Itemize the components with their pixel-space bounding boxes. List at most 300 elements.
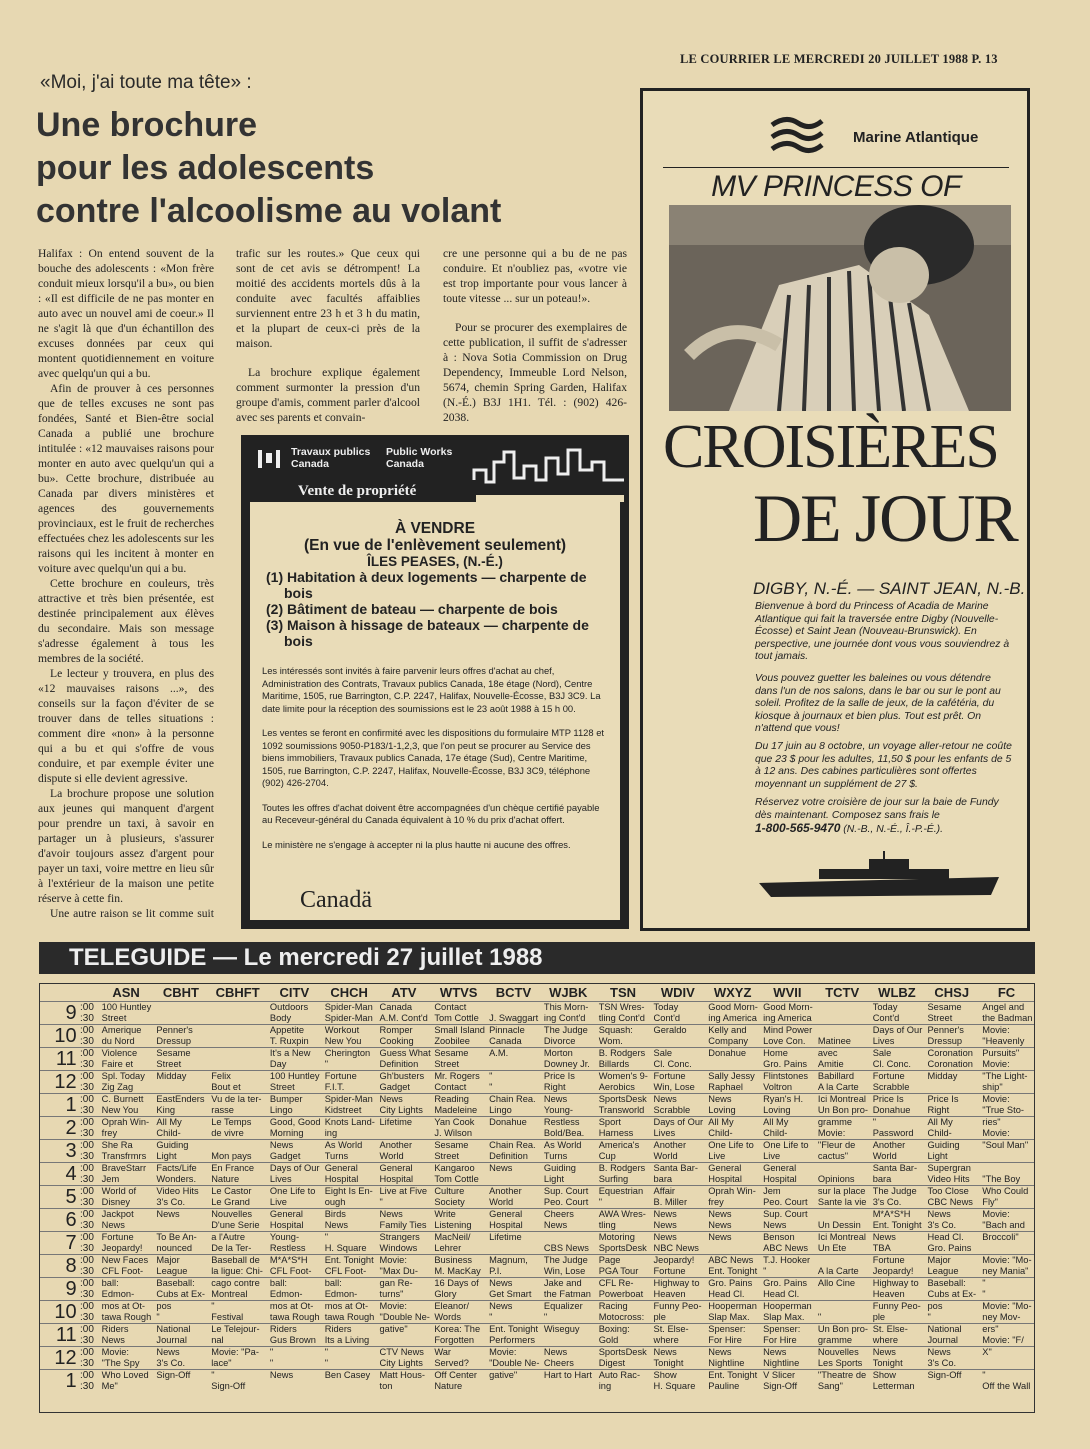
program-cell: Price Is Right bbox=[927, 1094, 959, 1115]
program-cell: Magnum, P.I. bbox=[489, 1255, 528, 1276]
program-cell: "Fleur de cactus" bbox=[817, 1140, 856, 1161]
program-cell: General Hospital bbox=[489, 1209, 523, 1230]
program-cell: Sesame Street bbox=[434, 1048, 469, 1069]
program-cell: Movie: "Pa- lace" bbox=[211, 1347, 259, 1368]
program-cell: St. Else- where bbox=[653, 1324, 689, 1345]
program-cell: Guiding Light bbox=[927, 1140, 960, 1161]
program-cell: Sesame Street bbox=[927, 1002, 962, 1023]
program-cell: J. Swaggart bbox=[489, 1012, 539, 1023]
hour: 9 bbox=[65, 1278, 77, 1300]
program-cell bbox=[208, 1048, 267, 1070]
program-cell: It's a New Day bbox=[269, 1048, 311, 1069]
program-cell: ers" Movie: "F/ bbox=[982, 1324, 1024, 1345]
program-cell: Page PGA Tour bbox=[598, 1255, 639, 1276]
program-cell: Santa Bar- bara bbox=[872, 1163, 918, 1184]
program-cell: Auto Rac- ing bbox=[598, 1370, 641, 1391]
program-cell: Nouvelles D'une Serie bbox=[211, 1209, 260, 1230]
program-cell: Kangaroo Tom Cottle bbox=[434, 1163, 479, 1184]
program-cell: SportsDesk Digest bbox=[598, 1347, 647, 1368]
program-cell: ball: Edmon- bbox=[324, 1278, 358, 1299]
program-cell: Angel and the Badman bbox=[982, 1002, 1033, 1023]
canada-wordmark: Canadä bbox=[300, 887, 372, 913]
schedule-row bbox=[40, 1323, 1034, 1346]
minutes: :00 :30 bbox=[80, 1255, 94, 1277]
program-cell: News " bbox=[489, 1301, 513, 1322]
program-cell: General Hospital bbox=[379, 1163, 414, 1184]
program-cell: Midday bbox=[156, 1071, 187, 1081]
minutes: :00 :30 bbox=[80, 1301, 94, 1323]
program-cell: News 3's Co. bbox=[927, 1209, 957, 1230]
program-cell: Facts/Life Wonders. bbox=[156, 1163, 197, 1184]
program-cell: Ici Montreal Un Ete bbox=[817, 1232, 866, 1253]
program-cell: Ent. Tonight CFL Foot- bbox=[324, 1255, 374, 1276]
program-cell: Days of Our Lives bbox=[269, 1163, 320, 1184]
program-cell: Equalizer " bbox=[543, 1301, 583, 1322]
program-cell: "Theatre de Sang" bbox=[817, 1370, 867, 1391]
program-cell: Birds News bbox=[324, 1209, 348, 1230]
program-cell: a l'Autre De la Ter- bbox=[211, 1232, 252, 1253]
program-cell: mos at Ot- tawa Rough bbox=[101, 1301, 152, 1322]
schedule-row bbox=[40, 1300, 1034, 1323]
croisieres-title: CROISIÈRES bbox=[663, 413, 998, 481]
headline-line-2: pour les adolescents bbox=[36, 149, 375, 187]
program-cell: Days of Our Lives bbox=[872, 1025, 923, 1046]
time-slot bbox=[40, 1163, 99, 1185]
program-cell: Funny Peo- ple bbox=[872, 1301, 921, 1322]
program-cell: Eleanor/ Words bbox=[434, 1301, 469, 1322]
program-cell: Sesame Street bbox=[156, 1048, 191, 1069]
program-cell: Riders Gus Brown bbox=[269, 1324, 316, 1345]
ad-paragraph: Toutes les offres d'achat doivent être accompagnées d'un chèque certifié payable au Receveur-général du Canada équivalent à 10 % du prix d'achat offert. bbox=[262, 801, 600, 825]
program-cell: gative" bbox=[489, 1370, 518, 1380]
program-cell: Felix Bout et bbox=[211, 1071, 241, 1092]
program-cell: Morton Downey Jr. bbox=[543, 1048, 590, 1069]
time-slot bbox=[40, 1324, 99, 1346]
skyline-icon bbox=[464, 440, 624, 495]
time-slot bbox=[40, 1301, 99, 1323]
program-cell: General Hospital bbox=[324, 1163, 359, 1184]
program-cell: Live at Five " bbox=[379, 1186, 428, 1207]
program-cell: Who Loved Me" bbox=[101, 1370, 149, 1391]
program-cell: Benson ABC News bbox=[763, 1232, 809, 1253]
program-cell: Mr. Rogers Contact bbox=[434, 1071, 480, 1092]
program-cell: News bbox=[156, 1209, 180, 1219]
schedule-row bbox=[40, 1116, 1034, 1139]
program-cell: Women's 9- Aerobics bbox=[598, 1071, 648, 1092]
program-cell: News Tonight bbox=[872, 1347, 903, 1368]
program-cell: Movie: "Double Ne- bbox=[379, 1301, 430, 1322]
program-cell: Riders News bbox=[101, 1324, 129, 1345]
program-cell: Price Is Right bbox=[543, 1071, 575, 1092]
channel-header: CHSJ bbox=[934, 985, 970, 1000]
program-cell: Off Center Nature bbox=[434, 1370, 478, 1391]
channel-header-row bbox=[40, 984, 1034, 1001]
schedule-row bbox=[40, 1139, 1034, 1162]
program-cell: News News bbox=[708, 1209, 732, 1230]
program-cell: " " bbox=[324, 1347, 329, 1368]
passenger-photo bbox=[669, 205, 1011, 411]
program-cell: En France Nature bbox=[211, 1163, 255, 1184]
paragraph: Le lecteur y trouvera, en plus des «12 mauvaises raisons ...», des conseils sur la façon d'éviter de se trouver dans de telles situations : comment dire «non» à la personne qui a bu et qui s'offre de vous conduire, et par exemple éviter une dispute si elle devient agressive. bbox=[38, 667, 214, 785]
program-cell: Guess What Definition bbox=[379, 1048, 431, 1069]
program-cell: Geraldo bbox=[653, 1025, 687, 1035]
program-cell: Ryan's H. Loving bbox=[763, 1094, 804, 1115]
program-cell: Le Castor Le Grand bbox=[211, 1186, 252, 1207]
minutes: :00 :30 bbox=[80, 1209, 94, 1231]
sale-item: (3) Maison à hissage de bateaux — charpente de bois bbox=[266, 617, 589, 649]
program-cell: All My Child- bbox=[708, 1117, 734, 1138]
program-cell: ries" Movie: bbox=[982, 1117, 1010, 1138]
program-cell: A.M. bbox=[489, 1048, 509, 1058]
minutes: :00 :30 bbox=[80, 1324, 94, 1346]
article-column-1 bbox=[38, 246, 214, 922]
channel-header: FC bbox=[997, 985, 1016, 1000]
program-cell: Price Is Donahue bbox=[872, 1094, 911, 1115]
schedule-row bbox=[40, 1093, 1034, 1116]
program-cell: Highway to Heaven bbox=[872, 1278, 919, 1299]
tv-schedule-table bbox=[39, 983, 1035, 1413]
program-cell: General Hospital bbox=[708, 1163, 742, 1184]
program-cell: Korea: The Forgotten bbox=[434, 1324, 481, 1345]
program-cell: gative" bbox=[379, 1324, 408, 1334]
program-cell: Another World bbox=[489, 1186, 522, 1207]
program-cell: Un Bon pro- gramme bbox=[817, 1324, 869, 1345]
channel-header: TCTV bbox=[825, 985, 860, 1000]
program-cell: Lifetime bbox=[489, 1232, 522, 1242]
minutes: :00 :30 bbox=[80, 1163, 94, 1185]
program-cell: Workout New You bbox=[324, 1025, 362, 1046]
ad-paragraph: Les ventes se feront en confirmité avec les dispositions du formulaire MTP 1128 et 1092 soumissions 9050-P183/1-1,2,3, que l'on peut se procurer au Service des biens immobiliers, Travaux publics Canada, 17e étage (Sud), Centre Maritime, 1505, rue Barrington, C.P. 2247, Halifax, Nouvelle-Écosse, B3J 3C9, téléphone (902) 426-2704. bbox=[262, 727, 605, 788]
ad-paragraph: Du 17 juin au 8 octobre, un voyage aller-retour ne coûte que 23 $ pour les adultes, 11,50 $ pour les enfants de 5 à 12 ans. Des cabines particulières sont offertes moyennant un supplément de 27 $. bbox=[755, 741, 1012, 790]
minutes: :00 :30 bbox=[80, 1232, 94, 1254]
program-cell: EastEnders King bbox=[156, 1094, 205, 1115]
channel-header: CHCH bbox=[330, 985, 368, 1000]
schedule-row bbox=[40, 1208, 1034, 1231]
program-cell: Spenser: For Hire bbox=[708, 1324, 746, 1345]
program-cell: Sup. Court News bbox=[763, 1209, 808, 1230]
schedule-row bbox=[40, 1024, 1034, 1047]
paragraph: Afin de prouver à ces personnes que de telles excuses ne sont pas fondées, Santé et Bien-être social Canada a publié une brochure intitulée : «12 mauvaises raisons pour monter en auto avec quelqu'un qui a bu». Cette brochure, distribuée au Canada par divers ministères et agences des gouvernements provinciaux, est le fruit de recherches effectuées chez les adolescents sur les raisons qui les incitent à monter en voiture avec quelqu'un qui a bu. bbox=[38, 382, 214, 575]
program-cell: Fortune Win, Lose bbox=[653, 1071, 695, 1092]
program-cell: " Password bbox=[872, 1117, 914, 1138]
program-cell: AWA Wres- tling bbox=[598, 1209, 646, 1230]
program-cell: Equestrian " bbox=[598, 1186, 644, 1207]
hour: 11 bbox=[55, 1324, 77, 1346]
program-cell: Penner's Dressup bbox=[156, 1025, 193, 1046]
channel-header: CBHT bbox=[162, 985, 199, 1000]
program-cell bbox=[153, 1002, 208, 1024]
minutes: :00 :30 bbox=[80, 1370, 94, 1392]
program-cell: News bbox=[269, 1370, 294, 1380]
program-cell bbox=[208, 1025, 267, 1047]
program-cell: C. Burnett New You bbox=[101, 1094, 144, 1115]
program-cell: To Be An- nounced bbox=[156, 1232, 197, 1253]
program-cell: gan Re- turns" bbox=[379, 1278, 413, 1299]
headline-line-3: contre l'alcoolisme au volant bbox=[36, 192, 502, 230]
program-cell: Coronation Coronation bbox=[927, 1048, 973, 1069]
hour: 5 bbox=[65, 1186, 77, 1208]
program-cell: Mon pays bbox=[211, 1150, 252, 1161]
program-cell: National Journal bbox=[927, 1324, 962, 1345]
program-cell: " Off the Wall bbox=[982, 1370, 1031, 1391]
program-cell: Ent. Tonight Pauline bbox=[708, 1370, 758, 1391]
program-cell: X" bbox=[982, 1347, 992, 1357]
program-cell: Today Cont'd bbox=[872, 1002, 900, 1023]
photo-illustration bbox=[669, 205, 1011, 411]
program-cell: ABC News Ent. Tonight bbox=[708, 1255, 758, 1276]
program-cell: " " bbox=[489, 1071, 493, 1092]
program-cell: Funny Peo- ple bbox=[653, 1301, 702, 1322]
program-cell: Fortune Jeopardy! bbox=[872, 1255, 914, 1276]
program-cell: One Life to Live bbox=[763, 1140, 809, 1161]
program-cell: Hooperman Slap Max. bbox=[708, 1301, 757, 1322]
program-cell: MacNeil/ Lehrer bbox=[434, 1232, 471, 1253]
program-cell: pos " bbox=[156, 1301, 172, 1322]
sale-item: (1) Habitation à deux logements — charpente de bois bbox=[266, 569, 587, 601]
program-cell: Another World bbox=[379, 1140, 413, 1161]
program-cell: Strangers Windows bbox=[379, 1232, 420, 1253]
program-cell: Motoring SportsDesk bbox=[598, 1232, 647, 1253]
program-cell: Good Morn- ing America bbox=[708, 1002, 758, 1023]
program-cell: 100 Huntley Street bbox=[101, 1002, 152, 1023]
program-cell bbox=[815, 1002, 870, 1024]
program-cell: " Sign-Off bbox=[211, 1370, 246, 1391]
program-cell: SportsDesk Transworld bbox=[598, 1094, 647, 1115]
program-cell: Cheers News bbox=[543, 1209, 574, 1230]
program-cell: Baseball: Cubs at Ex- bbox=[927, 1278, 977, 1299]
program-cell: Oprah Win- frey bbox=[708, 1186, 756, 1207]
program-cell: Ici Montreal Un Bon pro- bbox=[817, 1094, 869, 1115]
program-cell: General Hospital bbox=[763, 1163, 797, 1184]
program-cell: Opinions bbox=[817, 1173, 855, 1184]
schedule-row bbox=[40, 1162, 1034, 1185]
program-cell: Gh'busters Gadget bbox=[379, 1071, 425, 1092]
program-cell: Movie: "True Sto- bbox=[982, 1094, 1024, 1115]
program-cell: Baseball: Cubs at Ex- bbox=[156, 1278, 205, 1299]
schedule-rows bbox=[40, 1001, 1034, 1392]
program-cell: Gro. Pains Head Cl. bbox=[763, 1278, 808, 1299]
program-cell: Chain Rea. Lingo bbox=[489, 1094, 536, 1115]
program-cell: 16 Days of Glory bbox=[434, 1278, 479, 1299]
page-header: LE COURRIER LE MERCREDI 20 JUILLET 1988 P. 13 bbox=[680, 52, 998, 66]
program-cell: News 3's Co. bbox=[156, 1347, 186, 1368]
department-french: Travaux publics Canada bbox=[291, 446, 371, 470]
program-cell: Squash: Wom. bbox=[598, 1025, 633, 1046]
program-cell: News 3's Co. bbox=[927, 1347, 957, 1368]
channel-header: WVII bbox=[773, 985, 802, 1000]
program-cell: Romper Cooking bbox=[379, 1025, 414, 1046]
program-cell: Fortune F.I.T. bbox=[324, 1071, 357, 1092]
article-column-2 bbox=[236, 246, 420, 432]
program-cell: Small Island Zoobilee bbox=[434, 1025, 485, 1046]
program-cell: Another World bbox=[872, 1140, 906, 1161]
program-cell: CTV News City Lights bbox=[379, 1347, 424, 1368]
channel-header: WTVS bbox=[439, 985, 478, 1000]
public-works-ad bbox=[241, 435, 629, 929]
channel-header: WDIV bbox=[660, 985, 695, 1000]
time-slot bbox=[40, 1370, 99, 1392]
program-cell: mos at Ot- tawa Rough bbox=[324, 1301, 375, 1322]
program-cell: Outdoors Body bbox=[269, 1002, 309, 1023]
waves-logo-icon bbox=[768, 115, 826, 159]
program-cell: Oprah Win- frey bbox=[101, 1117, 150, 1138]
time-slot bbox=[40, 1048, 99, 1070]
hour: 10 bbox=[54, 1025, 77, 1047]
program-cell: Le Telejour- nal bbox=[211, 1324, 260, 1345]
sale-title: À VENDRE bbox=[394, 520, 476, 537]
program-cell: BraveStarr Jem bbox=[101, 1163, 147, 1184]
program-cell: Fortune Scrabble bbox=[872, 1071, 910, 1092]
program-cell: Wiseguy bbox=[543, 1324, 580, 1334]
sale-items bbox=[250, 569, 620, 649]
ad-paragraph bbox=[755, 797, 1015, 837]
program-cell: She Ra Transfrmrs bbox=[101, 1140, 147, 1161]
program-cell: Today Cont'd bbox=[653, 1002, 681, 1023]
de-jour-title: DE JOUR bbox=[753, 480, 1017, 556]
program-cell: Broccoli" bbox=[982, 1232, 1019, 1242]
program-cell: Sale Cl. Conc. bbox=[653, 1048, 692, 1069]
program-cell: Hart to Hart bbox=[543, 1370, 592, 1380]
program-cell: Major League bbox=[156, 1255, 188, 1276]
program-cell: News TBA bbox=[872, 1232, 896, 1253]
program-cell: Jeopardy! Fortune bbox=[653, 1255, 695, 1276]
paragraph: trafic sur les routes.» Que ceux qui sont de cet avis se détrompent! La moitié des accidents mortels dûs à la conduite avec facultés affaiblies surviennent entre 23 h et 3 h du matin, et la plupart de ceux-ci près de la maison. bbox=[236, 247, 420, 350]
program-cell: M*A*S*H CFL Foot- bbox=[269, 1255, 312, 1276]
program-cell: Spider-Man Spider-Man bbox=[324, 1002, 373, 1023]
program-cell: National Journal bbox=[156, 1324, 191, 1345]
program-cell: sur la place Sante la vie bbox=[817, 1186, 867, 1207]
program-cell: Movie: "Max Du- bbox=[379, 1255, 418, 1276]
program-cell: Supergran Video Hits bbox=[927, 1163, 971, 1184]
program-cell: One Life to Live bbox=[708, 1140, 754, 1161]
program-cell: Guiding Light bbox=[543, 1163, 576, 1184]
program-cell: Babillard A la Carte bbox=[817, 1071, 859, 1092]
program-cell: Appetite T. Ruxpin bbox=[269, 1025, 309, 1046]
paragraph: cre une personne qui a bu de ne pas conduire. Et n'oubliez pas, «votre vie est trop importante pour vous lancer à toute vitesse ... sur un poteau!». bbox=[443, 247, 627, 305]
program-cell: The Judge Divorce bbox=[543, 1025, 588, 1046]
paragraph: Halifax : On entend souvent de la bouche des adolescents : «Mon frère conduit mieux lorsqu'il a bu», ou bien : «Il est difficile de ne pas monter en auto avec un nouvel ami de coeur.» Il ne s'agit là que d'un échantillon des excuses données par ceux qui montent quotidiennement en voiture avec quelqu'un qui a bu. bbox=[38, 247, 214, 380]
hour: 11 bbox=[55, 1048, 77, 1070]
time-slot bbox=[40, 1255, 99, 1277]
minutes: :00 :30 bbox=[80, 1048, 94, 1070]
program-cell: mos at Ot- tawa Rough bbox=[269, 1301, 320, 1322]
program-cell: All My Child- bbox=[156, 1117, 182, 1138]
program-cell: Sign-Off bbox=[156, 1370, 191, 1380]
program-cell: Young- Restless bbox=[269, 1232, 306, 1253]
schedule-row bbox=[40, 1001, 1034, 1024]
program-cell: Sale Cl. Conc. bbox=[872, 1048, 911, 1069]
program-cell: Movie: "Double Ne- bbox=[489, 1347, 540, 1368]
hour: 1 bbox=[65, 1370, 77, 1392]
channel-header: CITV bbox=[279, 985, 310, 1000]
program-cell: Violence Faire et bbox=[101, 1048, 138, 1069]
program-cell: " H. Square bbox=[324, 1232, 367, 1253]
program-cell: Highway to Heaven bbox=[653, 1278, 700, 1299]
program-cell: News Nightline bbox=[708, 1347, 745, 1368]
program-cell: News NBC News bbox=[653, 1232, 699, 1253]
schedule-row bbox=[40, 1070, 1034, 1093]
program-cell: M*A*S*H Ent. Tonight bbox=[872, 1209, 922, 1230]
channel-header: WXYZ bbox=[713, 985, 752, 1000]
ship-name: MV PRINCESS OF bbox=[663, 167, 1009, 238]
phone-number: 1-800-565-9470 bbox=[755, 821, 841, 836]
program-cell: ball: Edmon- bbox=[101, 1278, 135, 1299]
program-cell: cago contre Montreal bbox=[211, 1278, 260, 1299]
minutes: :00 :30 bbox=[80, 1186, 94, 1208]
time-slot bbox=[40, 1002, 99, 1024]
program-cell: Bumper Lingo bbox=[269, 1094, 303, 1115]
brand-name: Marine Atlantique bbox=[853, 129, 979, 146]
minutes: :00 :30 bbox=[80, 1347, 94, 1369]
program-cell: Sup. Court Peo. Court bbox=[543, 1186, 589, 1207]
program-cell: Too Close CBC News bbox=[927, 1186, 973, 1207]
hour: 4 bbox=[65, 1163, 77, 1185]
time-slot bbox=[40, 1278, 99, 1300]
minutes: :00 :30 bbox=[80, 1140, 94, 1162]
channel-header: BCTV bbox=[495, 985, 532, 1000]
program-cell: News Tonight bbox=[653, 1347, 684, 1368]
program-cell: " bbox=[817, 1311, 822, 1322]
program-cell: Sally Jessy Raphael bbox=[708, 1071, 755, 1092]
program-cell: Reading Madeleine bbox=[434, 1094, 478, 1115]
program-cell: Allo Cine bbox=[817, 1278, 856, 1288]
program-cell: As World Turns bbox=[543, 1140, 582, 1161]
program-cell: Canada A.M. Cont'd bbox=[379, 1002, 428, 1023]
minutes: :00 :30 bbox=[80, 1071, 94, 1093]
program-cell: As World Turns bbox=[324, 1140, 363, 1161]
program-cell: Lifetime bbox=[379, 1117, 413, 1127]
program-cell: gramme Movie: bbox=[817, 1117, 852, 1138]
program-cell: General Hospital bbox=[269, 1209, 304, 1230]
program-cell: pos " bbox=[927, 1301, 943, 1322]
time-slot bbox=[40, 1117, 99, 1139]
program-cell: Movie: "Bach and bbox=[982, 1209, 1025, 1230]
program-cell: Matinee bbox=[817, 1035, 851, 1046]
canada-flag-icon bbox=[258, 450, 280, 468]
time-slot bbox=[40, 1071, 99, 1093]
program-cell: Show Letterman bbox=[872, 1370, 915, 1391]
hour: 8 bbox=[65, 1255, 77, 1277]
program-cell: St. Else- where bbox=[872, 1324, 908, 1345]
hour: 2 bbox=[65, 1117, 77, 1139]
program-cell: Racing Motocross: bbox=[598, 1301, 645, 1322]
channel-header: WLBZ bbox=[878, 985, 916, 1000]
program-cell: B. Rodgers Surfing bbox=[598, 1163, 646, 1184]
minutes: :00 :30 bbox=[80, 1278, 94, 1300]
program-cell: " Festival bbox=[211, 1301, 244, 1322]
channel-header: WJBK bbox=[549, 985, 588, 1000]
program-cell: Spenser: For Hire bbox=[763, 1324, 801, 1345]
program-cell: T.J. Hooker " bbox=[763, 1255, 811, 1276]
hour: 12 bbox=[54, 1347, 77, 1369]
program-cell: Movie: "The Spy bbox=[101, 1347, 140, 1368]
sale-item: (2) Bâtiment de bateau — charpente de bois bbox=[266, 601, 558, 617]
hour: 1 bbox=[65, 1094, 77, 1116]
program-cell: Mind Power Love Con. bbox=[763, 1025, 813, 1046]
program-cell: News News bbox=[653, 1209, 677, 1230]
program-cell: Flintstones Voltron bbox=[763, 1071, 809, 1092]
program-cell: Culture Society bbox=[434, 1186, 465, 1207]
program-cell: Home Gro. Pains bbox=[763, 1048, 808, 1069]
program-cell: Sport Harness bbox=[598, 1117, 634, 1138]
program-cell: Head Cl. Gro. Pains bbox=[927, 1232, 972, 1253]
minutes: :00 :30 bbox=[80, 1094, 94, 1116]
time-header bbox=[40, 984, 99, 1001]
schedule-row bbox=[40, 1231, 1034, 1254]
program-cell: News bbox=[708, 1232, 732, 1242]
schedule-row bbox=[40, 1254, 1034, 1277]
schedule-row bbox=[40, 1277, 1034, 1300]
